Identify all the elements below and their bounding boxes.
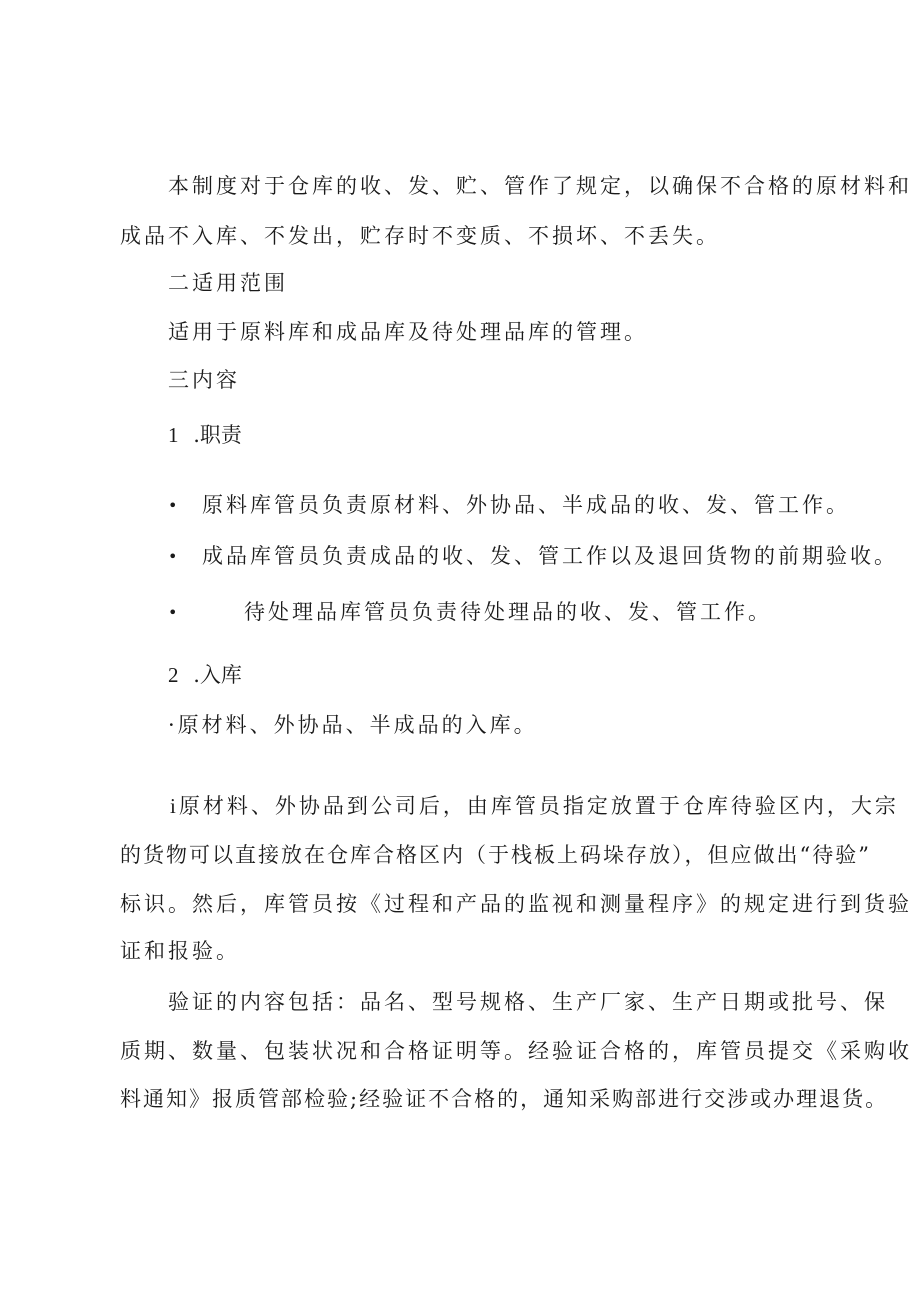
item-title: .入库	[193, 663, 242, 687]
duty-bullet-3: 待处理品库管员负责待处理品的收、发、管工作。	[244, 600, 772, 624]
item-number: 2	[168, 663, 179, 687]
para-marker: i	[170, 794, 179, 818]
scope-text: 适用于原料库和成品库及待处理品库的管理。	[168, 320, 648, 344]
bullet-icon: •	[168, 496, 178, 515]
section-heading-content: 三内容	[168, 368, 240, 392]
intro-line-1: 本制度对于仓库的收、发、贮、管作了规定，以确保不合格的原材料和	[168, 174, 912, 198]
item-heading-duties	[168, 425, 242, 446]
para1-line-2: 的货物可以直接放在仓库合格区内（于栈板上码垛存放），但应做出“待验”	[120, 843, 871, 867]
para2-line-1: 验证的内容包括：品名、型号规格、生产厂家、生产日期或批号、保	[168, 990, 888, 1014]
item-title: .职责	[193, 423, 242, 447]
para1-line-1: i原材料、外协品到公司后，由库管员指定放置于仓库待验区内，大宗	[170, 794, 899, 818]
item-heading-warehousing	[168, 665, 242, 686]
bullet-icon: •	[168, 547, 178, 566]
intro-line-2: 成品不入库、不发出，贮存时不变质、不损坏、不丢失。	[120, 224, 720, 248]
para1-line-4: 证和报验。	[120, 939, 240, 963]
bullet-icon: •	[168, 603, 178, 622]
item-number: 1	[168, 423, 179, 447]
para1-line-3: 标识。然后，库管员按《过程和产品的监视和测量程序》的规定进行到货验	[120, 892, 912, 916]
para2-line-2: 质期、数量、包装状况和合格证明等。经验证合格的，库管员提交《采购收	[120, 1039, 912, 1063]
para2-line-3: 料通知》报质管部检验;经验证不合格的，通知采购部进行交涉或办理退货。	[120, 1087, 889, 1111]
duty-bullet-1: 原料库管员负责原材料、外协品、半成品的收、发、管工作。	[202, 493, 850, 517]
section-heading-scope: 二适用范围	[168, 271, 288, 295]
duty-bullet-2: 成品库管员负责成品的收、发、管工作以及退回货物的前期验收。	[202, 544, 898, 568]
warehousing-subheading: ·原材料、外协品、半成品的入库。	[168, 713, 538, 737]
